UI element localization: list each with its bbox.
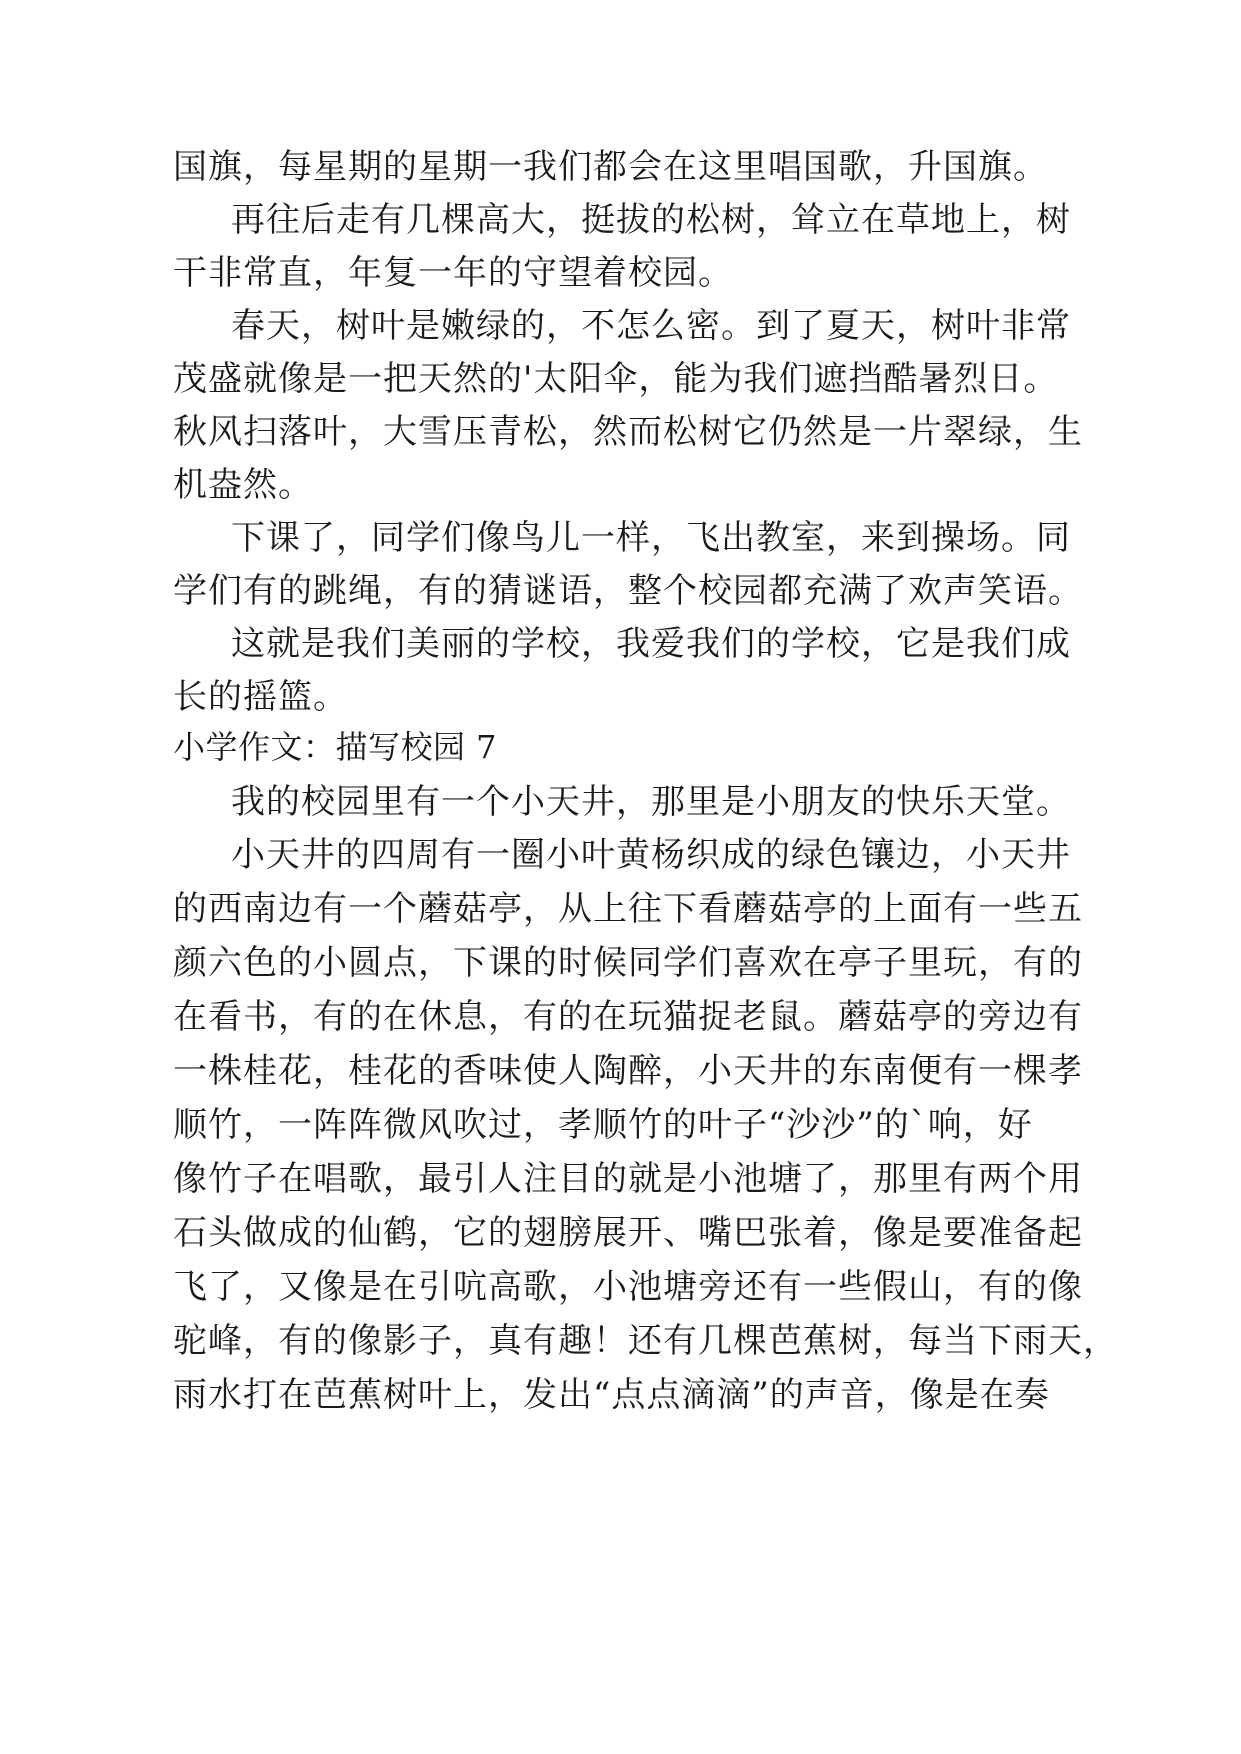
text-line: 学们有的跳绳，有的猜谜语，整个校园都充满了欢声笑语。: [173, 571, 1083, 611]
text-line: 茂盛就像是一把天然的'太阳伞，能为我们遮挡酷暑烈日。: [173, 359, 1059, 399]
text-line: 石头做成的仙鹤，它的翅膀展开、嘴巴张着，像是要准备起: [173, 1213, 1083, 1253]
text-line: 在看书，有的在休息，有的在玩猫捉老鼠。蘑菇亭的旁边有: [173, 997, 1083, 1037]
text-line: 国旗，每星期的星期一我们都会在这里唱国歌，升国旗。: [173, 147, 1048, 187]
text-line: 干非常直，年复一年的守望着校园。: [173, 253, 733, 293]
text-line: 驼峰，有的像影子，真有趣！还有几棵芭蕉树，每当下雨天，: [173, 1321, 1118, 1361]
paragraph-first-line: 春天，树叶是嫩绿的，不怎么密。到了夏天，树叶非常: [231, 306, 1071, 346]
text-line: 一株桂花，桂花的香味使人陶醉，小天井的东南便有一棵孝: [173, 1051, 1083, 1091]
text-line: 秋风扫落叶，大雪压青松，然而松树它仍然是一片翠绿，生: [173, 412, 1083, 452]
text-line: 的西南边有一个蘑菇亭，从上往下看蘑菇亭的上面有一些五: [173, 889, 1083, 929]
paragraph-first-line: 小天井的四周有一圈小叶黄杨织成的绿色镶边，小天井: [231, 835, 1071, 875]
paragraph-first-line: 再往后走有几棵高大，挺拔的松树，耸立在草地上，树: [231, 200, 1071, 240]
paragraph-first-line: 我的校园里有一个小天井，那里是小朋友的快乐天堂。: [231, 782, 1071, 822]
text-line: 长的摇篮。: [173, 677, 348, 717]
text-line: 顺竹，一阵阵微风吹过，孝顺竹的叶子“沙沙”的`响，好: [173, 1105, 1033, 1145]
text-line: 雨水打在芭蕉树叶上，发出“点点滴滴”的声音，像是在奏: [173, 1375, 1050, 1415]
text-line: 颜六色的小圆点，下课的时候同学们喜欢在亭子里玩，有的: [173, 943, 1083, 983]
section-heading: 小学作文：描写校园 7: [173, 728, 498, 766]
paragraph-first-line: 这就是我们美丽的学校，我爱我们的学校，它是我们成: [231, 624, 1071, 664]
text-line: 机盎然。: [173, 465, 313, 505]
text-line: 像竹子在唱歌，最引人注目的就是小池塘了，那里有两个用: [173, 1159, 1083, 1199]
paragraph-first-line: 下课了，同学们像鸟儿一样，飞出教室，来到操场。同: [231, 518, 1071, 558]
text-line: 飞了，又像是在引吭高歌，小池塘旁还有一些假山，有的像: [173, 1267, 1083, 1307]
